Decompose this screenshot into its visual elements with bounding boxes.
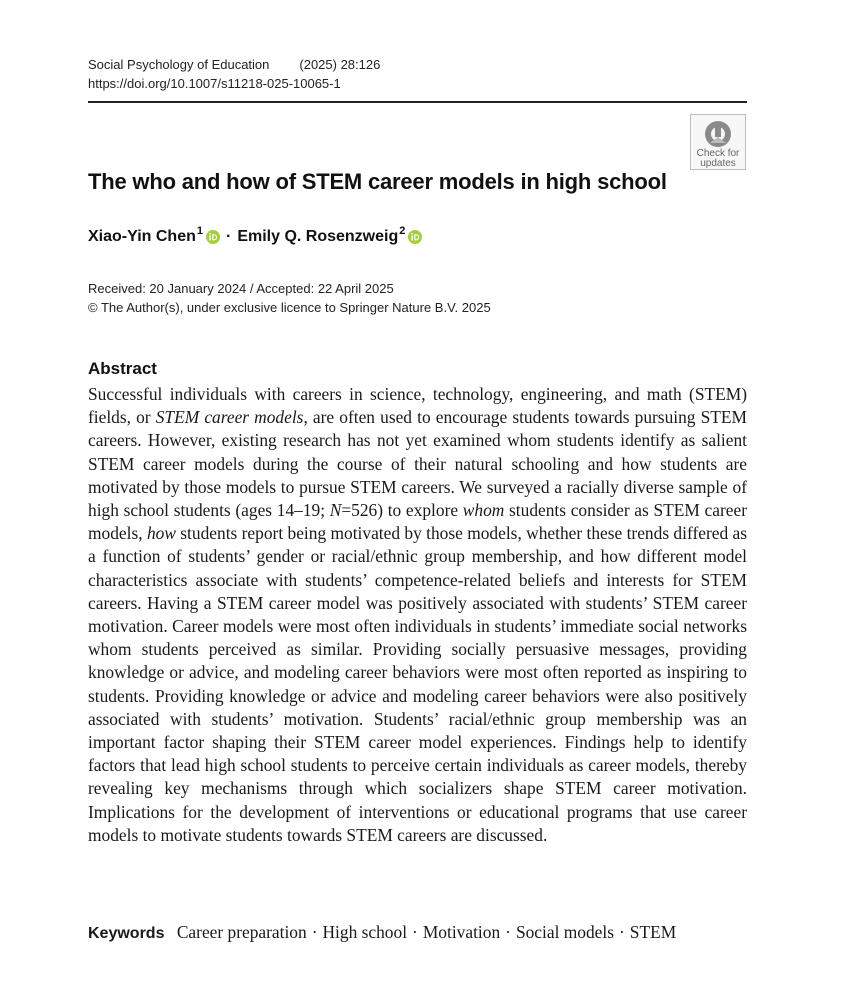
abstract-emphasis: N [329,500,342,521]
article-title: The who and how of STEM career models in high school [88,169,667,194]
keyword-item[interactable]: High school [322,922,408,942]
orcid-icon[interactable] [206,230,220,244]
keyword-item[interactable]: Career preparation [176,922,307,942]
keywords-section [88,922,768,943]
author-list [88,225,422,246]
journal-header [88,55,380,93]
crossmark-icon [702,119,734,149]
author-affiliation: 1 [196,225,203,237]
abstract-text: students report being motivated by those models, whether these trends differed as a function of students’ gender or racial/ethnic group membership, and how different model characteristics associate with students’ competence-related beliefs and interests for STEM careers. Having a STEM career model was positively associated with students’ STEM career motivation. Career models were most often individuals in students’ immediate social networks whom students perceived as similar. Providing socially persuasive messages, providing knowledge or advice, and modeling career behaviors were most often reported as inspiring to students. Providing knowledge or advice and modeling career behaviors were also positively associated with students’ motivation. Students’ racial/ethnic group membership was an important factor shaping their STEM career model experiences. Findings help to identify factors that lead high school students to perceive certain individuals as career models, thereby revealing key mechanisms through which socializers shape STEM career motivation. Implications for the development of interventions or educational programs that use career models to motivate students towards STEM careers are discussed. [88,523,747,845]
copyright-notice: © The Author(s), under exclusive licence to Springer Nature B.V. 2025 [88,300,491,315]
abstract-emphasis: whom [462,500,505,521]
keyword-separator: · [311,922,318,942]
abstract-heading: Abstract [88,359,157,378]
doi-link[interactable]: https://doi.org/10.1007/s11218-025-10065-1 [88,76,341,91]
keywords-label: Keywords [88,925,165,942]
publication-dates [88,279,491,317]
author-affiliation: 2 [399,225,406,237]
abstract-text: students consider as STEM career models, [88,500,748,544]
author-name[interactable]: Emily Q. Rosenzweig [237,228,399,245]
abstract-body [88,383,747,847]
keyword-separator: · [505,922,511,942]
badge-line2: updates [700,158,736,169]
author-separator: · [225,228,232,245]
abstract-emphasis: STEM career models [155,407,304,428]
keyword-item[interactable]: Social models [515,922,614,942]
keyword-item[interactable]: Motivation [422,922,501,942]
check-for-updates-badge[interactable] [690,114,746,170]
orcid-icon[interactable] [408,230,422,244]
keyword-separator: · [619,922,625,942]
journal-name: Social Psychology of Education [88,57,270,72]
abstract-emphasis: how [146,523,176,544]
abstract-text: , are often used to encourage students towards pursuing STEM careers. However, existing research has not yet examined whom students identify as salient STEM career models during the course of their natural schooling and how students are motivated by those models to pursue STEM careers. We surveyed a racially diverse sample of high school students (ages 14–19; [88,407,747,521]
keyword-item[interactable]: STEM [629,922,677,942]
journal-volume: (2025) 28:126 [299,57,381,72]
header-rule [88,101,747,103]
author-name[interactable]: Xiao-Yin Chen [88,228,196,245]
abstract-text: =526) to explore [341,500,463,521]
badge-line1: Check for [696,148,740,159]
keyword-separator: · [412,922,418,942]
received-accepted: Received: 20 January 2024 / Accepted: 22 April 2025 [88,281,394,296]
abstract-text: Successful individuals with careers in science, technology, engineering, and math (STEM) fields, or [88,384,747,428]
